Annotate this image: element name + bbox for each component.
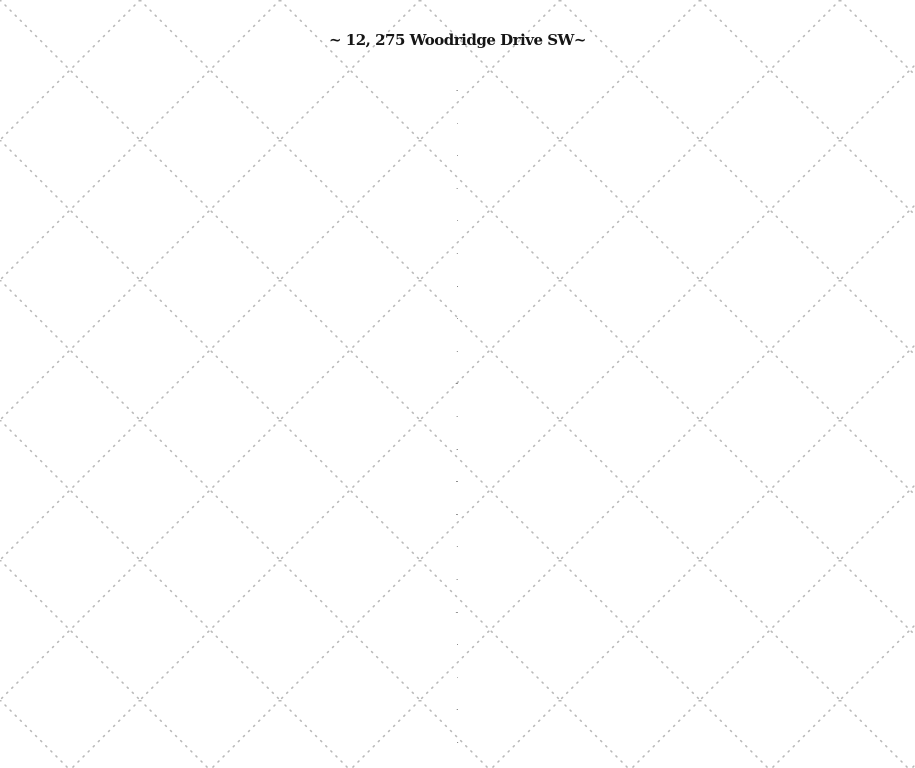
feature-item [0,434,915,467]
feature-item [0,629,915,662]
feature-list [0,75,915,759]
feature-item [0,499,915,532]
feature-item [0,205,915,238]
feature-item [0,662,915,695]
feature-item [0,336,915,369]
feature-item [0,303,915,336]
feature-item [0,75,915,108]
feature-item [0,140,915,173]
feature-item [0,173,915,206]
feature-item [0,238,915,271]
feature-item [0,271,915,304]
feature-item [0,564,915,597]
feature-item [0,727,915,760]
feature-item [0,531,915,564]
feature-item [0,108,915,141]
listing-title: ~ 12, 275 Woodridge Drive SW~ [329,31,586,49]
feature-item [0,368,915,401]
feature-item [0,401,915,434]
feature-item [0,694,915,727]
feature-item [0,597,915,630]
feature-item [0,466,915,499]
